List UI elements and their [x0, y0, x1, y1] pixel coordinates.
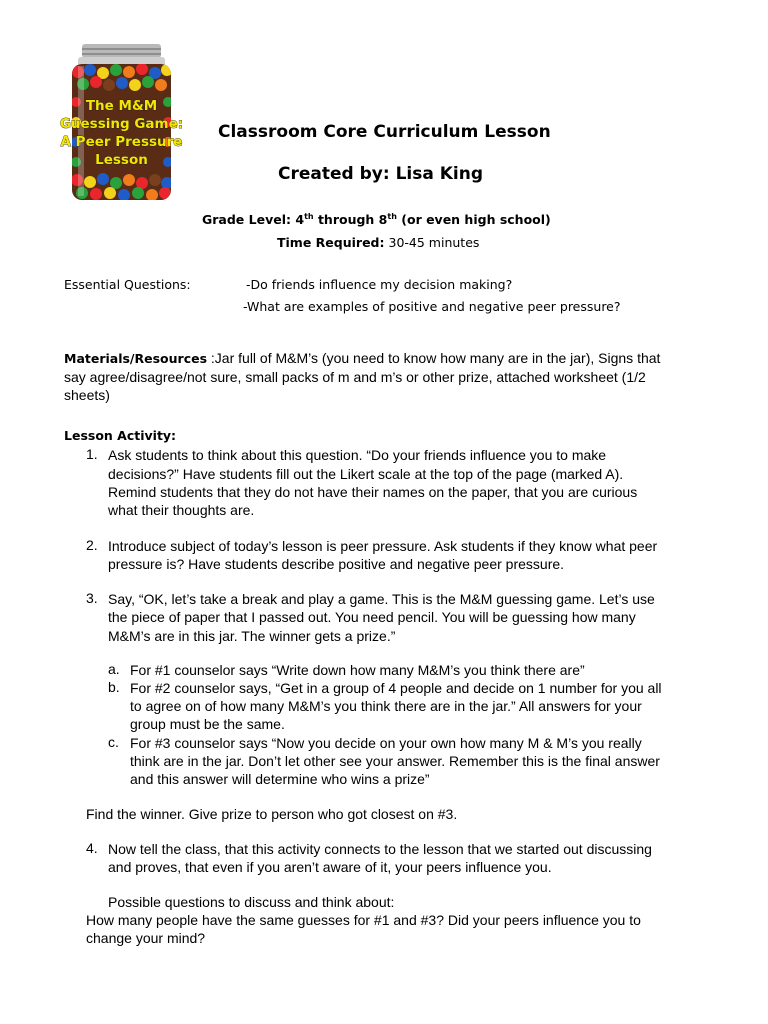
grade-note: (or even high school): [401, 212, 551, 227]
item-2-line: Introduce subject of today’s lesson is peer pressure. Ask students if they know what peer: [108, 538, 658, 554]
materials-text-2: say agree/disagree/not sure, small packs of m and m’s or other prize, attached worksheet (1/2: [64, 369, 646, 385]
item-4-line: and proves, that even if you aren’t aware of it, your peers influence you.: [108, 859, 552, 875]
grade-level: [202, 212, 551, 227]
grade-through: through 8: [317, 212, 388, 227]
grade-from-sup: th: [304, 212, 314, 221]
materials-text-3: sheets): [64, 387, 110, 403]
sub-a-line: For #1 counselor says “Write down how many M&M’s you think there are”: [130, 662, 585, 678]
item-1-line: what their thoughts are.: [108, 502, 255, 518]
item-1-line: decisions?” Have students fill out the Likert scale at the top of the page (marked A).: [108, 466, 624, 482]
grade-through-sup: th: [387, 212, 397, 221]
sub-c-line: and this answer will determine who wins a prize”: [130, 771, 430, 787]
item-3-line: Say, “OK, let’s take a break and play a game. This is the M&M guessing game. Let’s use: [108, 591, 655, 607]
materials-line-1: [64, 349, 660, 368]
sub-b-line: group must be the same.: [130, 716, 285, 732]
jar-title-line-1: The M&M: [85, 98, 158, 114]
sub-a-letter: a.: [108, 661, 120, 677]
possible-questions-text: Possible questions to discuss and think about:: [108, 894, 395, 910]
jar-title-line-4: Lesson: [95, 152, 148, 168]
closing-line: change your mind?: [86, 930, 206, 946]
item-4-number: 4.: [86, 840, 98, 856]
jar-title-line-3: A Peer Pressure: [60, 134, 183, 150]
sub-b-line: to agree on of how many M&M’s you think there are in the jar.” All answers for your: [130, 698, 642, 714]
item-1-number: 1.: [86, 446, 98, 462]
time-value: 30-45 minutes: [388, 235, 480, 250]
grade-from: 4: [295, 212, 305, 227]
materials-label: Materials/Resources: [64, 351, 208, 366]
item-1-line: Remind students that they do not have their names on the paper, that you are curious: [108, 484, 638, 500]
sub-b-letter: b.: [108, 679, 120, 695]
essential-question-2: -What are examples of positive and negative peer pressure?: [243, 299, 621, 314]
grade-label: Grade Level:: [202, 212, 291, 227]
jar-title-line-2: Guessing Game:: [59, 116, 184, 132]
materials-text-1: :Jar full of M&M’s (you need to know how many are in the jar), Signs that: [207, 350, 661, 366]
find-winner-text: Find the winner. Give prize to person who got closest on #3.: [86, 806, 458, 822]
item-2-number: 2.: [86, 537, 98, 553]
time-label: Time Required:: [277, 235, 385, 250]
sub-c-line: For #3 counselor says “Now you decide on your own how many M & M’s you really: [130, 735, 642, 751]
created-by: Created by: Lisa King: [278, 164, 484, 184]
item-3-line: the piece of paper that I passed out. You need pencil. You will be guessing how many: [108, 609, 636, 625]
mm-jar-image: [58, 42, 185, 204]
time-required: [277, 234, 479, 252]
sub-c-letter: c.: [108, 734, 119, 750]
activity-label: Lesson Activity:: [64, 428, 177, 443]
item-3-line: M&M’s are in this jar. The winner gets a prize.”: [108, 628, 396, 644]
item-2-line: pressure is? Have students describe positive and negative peer pressure.: [108, 556, 565, 572]
sub-b-line: For #2 counselor says, “Get in a group of 4 people and decide on 1 number for you all: [130, 680, 662, 696]
item-1-line: Ask students to think about this question. “Do your friends influence you to make: [108, 447, 607, 463]
closing-line: How many people have the same guesses for #1 and #3? Did your peers influence you to: [86, 912, 641, 928]
essential-label: Essential Questions:: [64, 277, 191, 292]
page-title: Classroom Core Curriculum Lesson: [218, 122, 551, 142]
sub-c-line: think are in the jar. Don’t let other see your answer. Remember this is the final answer: [130, 753, 660, 769]
essential-question-1: -Do friends influence my decision making?: [246, 277, 513, 292]
item-3-number: 3.: [86, 590, 98, 606]
item-4-line: Now tell the class, that this activity connects to the lesson that we started out discussing: [108, 841, 652, 857]
